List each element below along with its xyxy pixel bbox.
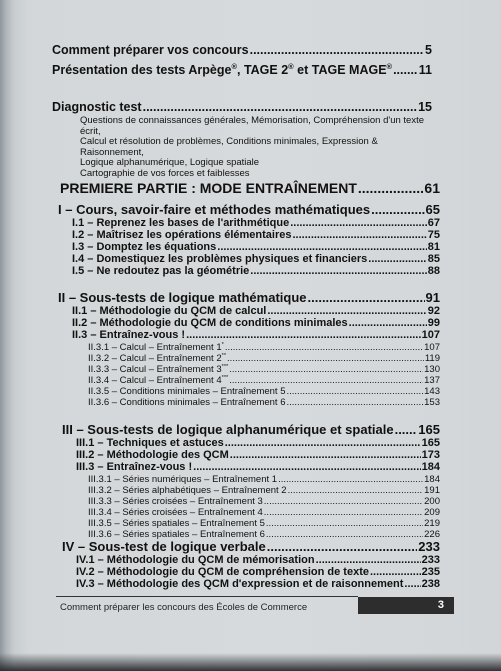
toc-entry-title: Présentation des tests Arpège®, TAGE 2® et TAGE MAGE® bbox=[52, 63, 393, 77]
toc-subitem bbox=[88, 507, 440, 518]
toc-entry-title: III.2 – Méthodologie des QCM bbox=[76, 449, 229, 461]
toc-item bbox=[72, 241, 440, 253]
toc-item bbox=[72, 229, 440, 241]
toc-entry-page: 65 bbox=[425, 202, 440, 217]
toc-entry-title: III.3.1 – Séries numériques – Entraînement 1 bbox=[88, 474, 278, 485]
toc-entry-page: 184 bbox=[421, 461, 440, 473]
toc-entry-title: II.2 – Méthodologie du QCM de conditions minimales bbox=[72, 317, 348, 329]
toc-entry-title: II.3.6 – Conditions minimales – Entraînement 6 bbox=[88, 397, 286, 408]
toc-entry-page: 15 bbox=[418, 100, 432, 114]
diagnostic-line: Cartographie de vos forces et faiblesses bbox=[80, 167, 250, 179]
toc-entry-title: I.1 – Reprenez les bases de l'arithmétique bbox=[72, 217, 290, 229]
toc-entry-page: 11 bbox=[418, 63, 432, 77]
toc-entry-page: 219 bbox=[424, 518, 440, 529]
toc-item bbox=[76, 566, 440, 578]
toc-entry-page: 165 bbox=[421, 437, 440, 449]
toc-subitem bbox=[88, 364, 440, 375]
toc-entry-title: III.1 – Techniques et astuces bbox=[76, 437, 224, 449]
toc-subitem bbox=[88, 397, 440, 408]
toc-subitem bbox=[88, 386, 440, 397]
toc-entry-page: 99 bbox=[427, 317, 440, 329]
toc-entry-page: 191 bbox=[424, 485, 440, 496]
diagnostic-line: Calcul et résolution de problèmes, Conditions minimales, Expression & Raisonnement, bbox=[80, 136, 378, 158]
toc-entry-title: I.5 – Ne redoutez pas la géométrie bbox=[72, 265, 250, 277]
toc-part-heading bbox=[60, 180, 440, 196]
toc-entry-page: 238 bbox=[421, 578, 440, 590]
toc-entry-page: 85 bbox=[427, 253, 440, 265]
toc-subitem bbox=[88, 353, 440, 364]
toc-entry-page: 61 bbox=[424, 180, 440, 196]
toc-entry-page: 226 bbox=[424, 529, 440, 540]
toc-entry-intro bbox=[52, 43, 432, 57]
toc-entry-title: II.3 – Entraînez-vous ! bbox=[72, 329, 186, 341]
toc-subitem bbox=[88, 496, 440, 507]
toc-entry-page: 184 bbox=[424, 474, 440, 485]
toc-section-4 bbox=[62, 539, 440, 554]
toc-entry-page: 81 bbox=[427, 241, 440, 253]
toc-entry-page: 209 bbox=[424, 507, 440, 518]
toc-item bbox=[76, 437, 440, 449]
page-number: 3 bbox=[437, 599, 444, 611]
toc-subitem bbox=[88, 485, 440, 496]
diagnostic-line: Logique alphanumérique, Logique spatiale bbox=[80, 157, 260, 168]
toc-section-3 bbox=[62, 422, 440, 437]
toc-entry-presentation bbox=[52, 63, 432, 77]
toc-entry-title: I.4 – Domestiquez les problèmes physiques et financiers bbox=[72, 253, 368, 265]
toc-entry-page: 119 bbox=[424, 353, 440, 364]
toc-entry-title: Comment préparer vos concours bbox=[52, 43, 249, 57]
diagnostic-description bbox=[80, 116, 430, 179]
toc-entry-page: 92 bbox=[427, 305, 440, 317]
toc-entry-title: III.3 – Entraînez-vous ! bbox=[76, 461, 193, 473]
diagnostic-line: Questions de connaissances générales, Mémorisation, Compréhension d'un texte écrit, bbox=[80, 115, 425, 137]
toc-entry-title: III.3.6 – Séries spatiales – Entraînement 6 bbox=[88, 529, 265, 540]
toc-entry-title: II – Sous-tests de logique mathématique bbox=[58, 290, 307, 305]
toc-subitem bbox=[88, 375, 440, 386]
toc-subitem bbox=[88, 474, 440, 485]
toc-entry-page: 91 bbox=[425, 290, 440, 305]
toc-entry-title: II.3.1 – Calcul – Entraînement 1* bbox=[88, 342, 224, 353]
toc-entry-page: 173 bbox=[421, 449, 440, 461]
toc-entry-title: Diagnostic test bbox=[52, 100, 142, 114]
footer-book-title: Comment préparer les concours des Écoles de Commerce bbox=[60, 602, 308, 613]
toc-entry-title: II.3.2 – Calcul – Entraînement 2** bbox=[88, 353, 227, 364]
toc-entry-page: 137 bbox=[424, 375, 440, 386]
toc-entry-page: 233 bbox=[418, 539, 440, 554]
toc-entry-diagnostic bbox=[52, 100, 432, 114]
toc-entry-page: 233 bbox=[421, 554, 440, 566]
toc-entry-page: 235 bbox=[421, 566, 440, 578]
toc-entry-page: 88 bbox=[427, 265, 440, 277]
toc-entry-page: 67 bbox=[427, 217, 440, 229]
toc-entry-page: 143 bbox=[424, 386, 440, 397]
toc-section-2 bbox=[58, 290, 440, 305]
toc-entry-title: PREMIERE PARTIE : MODE ENTRAÎNEMENT bbox=[60, 180, 357, 196]
toc-entry-title: III – Sous-tests de logique alphanumérique et spatiale bbox=[62, 422, 394, 437]
toc-entry-page: 165 bbox=[418, 422, 440, 437]
toc-entry-title: I.3 – Domptez les équations bbox=[72, 241, 217, 253]
toc-item bbox=[72, 305, 440, 317]
toc-entry-title: II.3.5 – Conditions minimales – Entraînement 5 bbox=[88, 386, 286, 397]
toc-item bbox=[76, 449, 440, 461]
toc-item bbox=[76, 461, 440, 473]
toc-entry-title: III.3.5 – Séries spatiales – Entraînement 5 bbox=[88, 518, 265, 529]
footer-rule bbox=[56, 596, 358, 597]
toc-entry-title: IV – Sous-test de logique verbale bbox=[62, 539, 266, 554]
toc-section-1 bbox=[58, 202, 440, 217]
toc-entry-title: III.3.2 – Séries alphabétiques – Entraînement 2 bbox=[88, 485, 287, 496]
toc-item bbox=[72, 217, 440, 229]
toc-entry-page: 200 bbox=[424, 496, 440, 507]
toc-entry-title: IV.3 – Méthodologie des QCM d'expression et de raisonnement bbox=[76, 578, 404, 590]
toc-entry-title: II.3.3 – Calcul – Entraînement 3*** bbox=[88, 364, 229, 375]
footer-page-box bbox=[358, 597, 454, 614]
toc-entry-title: II.1 – Méthodologie du QCM de calcul bbox=[72, 305, 267, 317]
toc-entry-title: I – Cours, savoir-faire et méthodes mathématiques bbox=[58, 202, 371, 217]
toc-entry-page: 5 bbox=[425, 43, 432, 57]
toc-entry-page: 75 bbox=[427, 229, 440, 241]
toc-entry-title: III.3.3 – Séries croisées – Entraînement 3 bbox=[88, 496, 263, 507]
toc-entry-page: 107 bbox=[424, 342, 440, 353]
toc-item bbox=[72, 317, 440, 329]
toc-item bbox=[72, 253, 440, 265]
toc-entry-title: I.2 – Maîtrisez les opérations élémentaires bbox=[72, 229, 292, 241]
toc-item bbox=[72, 329, 440, 341]
toc-item bbox=[72, 265, 440, 277]
toc-item bbox=[76, 578, 440, 590]
toc-entry-title: IV.2 – Méthodologie du QCM de compréhension de texte bbox=[76, 566, 369, 578]
toc-entry-page: 153 bbox=[424, 397, 440, 408]
toc-entry-title: III.3.4 – Séries croisées – Entraînement 4 bbox=[88, 507, 263, 518]
toc-item bbox=[76, 554, 440, 566]
toc-entry-title: IV.1 – Méthodologie du QCM de mémorisation bbox=[76, 554, 315, 566]
toc-subitem bbox=[88, 342, 440, 353]
toc-entry-page: 107 bbox=[421, 329, 440, 341]
toc-entry-page: 130 bbox=[424, 364, 440, 375]
toc-entry-title: II.3.4 – Calcul – Entraînement 4*** bbox=[88, 375, 229, 386]
toc-subitem bbox=[88, 518, 440, 529]
